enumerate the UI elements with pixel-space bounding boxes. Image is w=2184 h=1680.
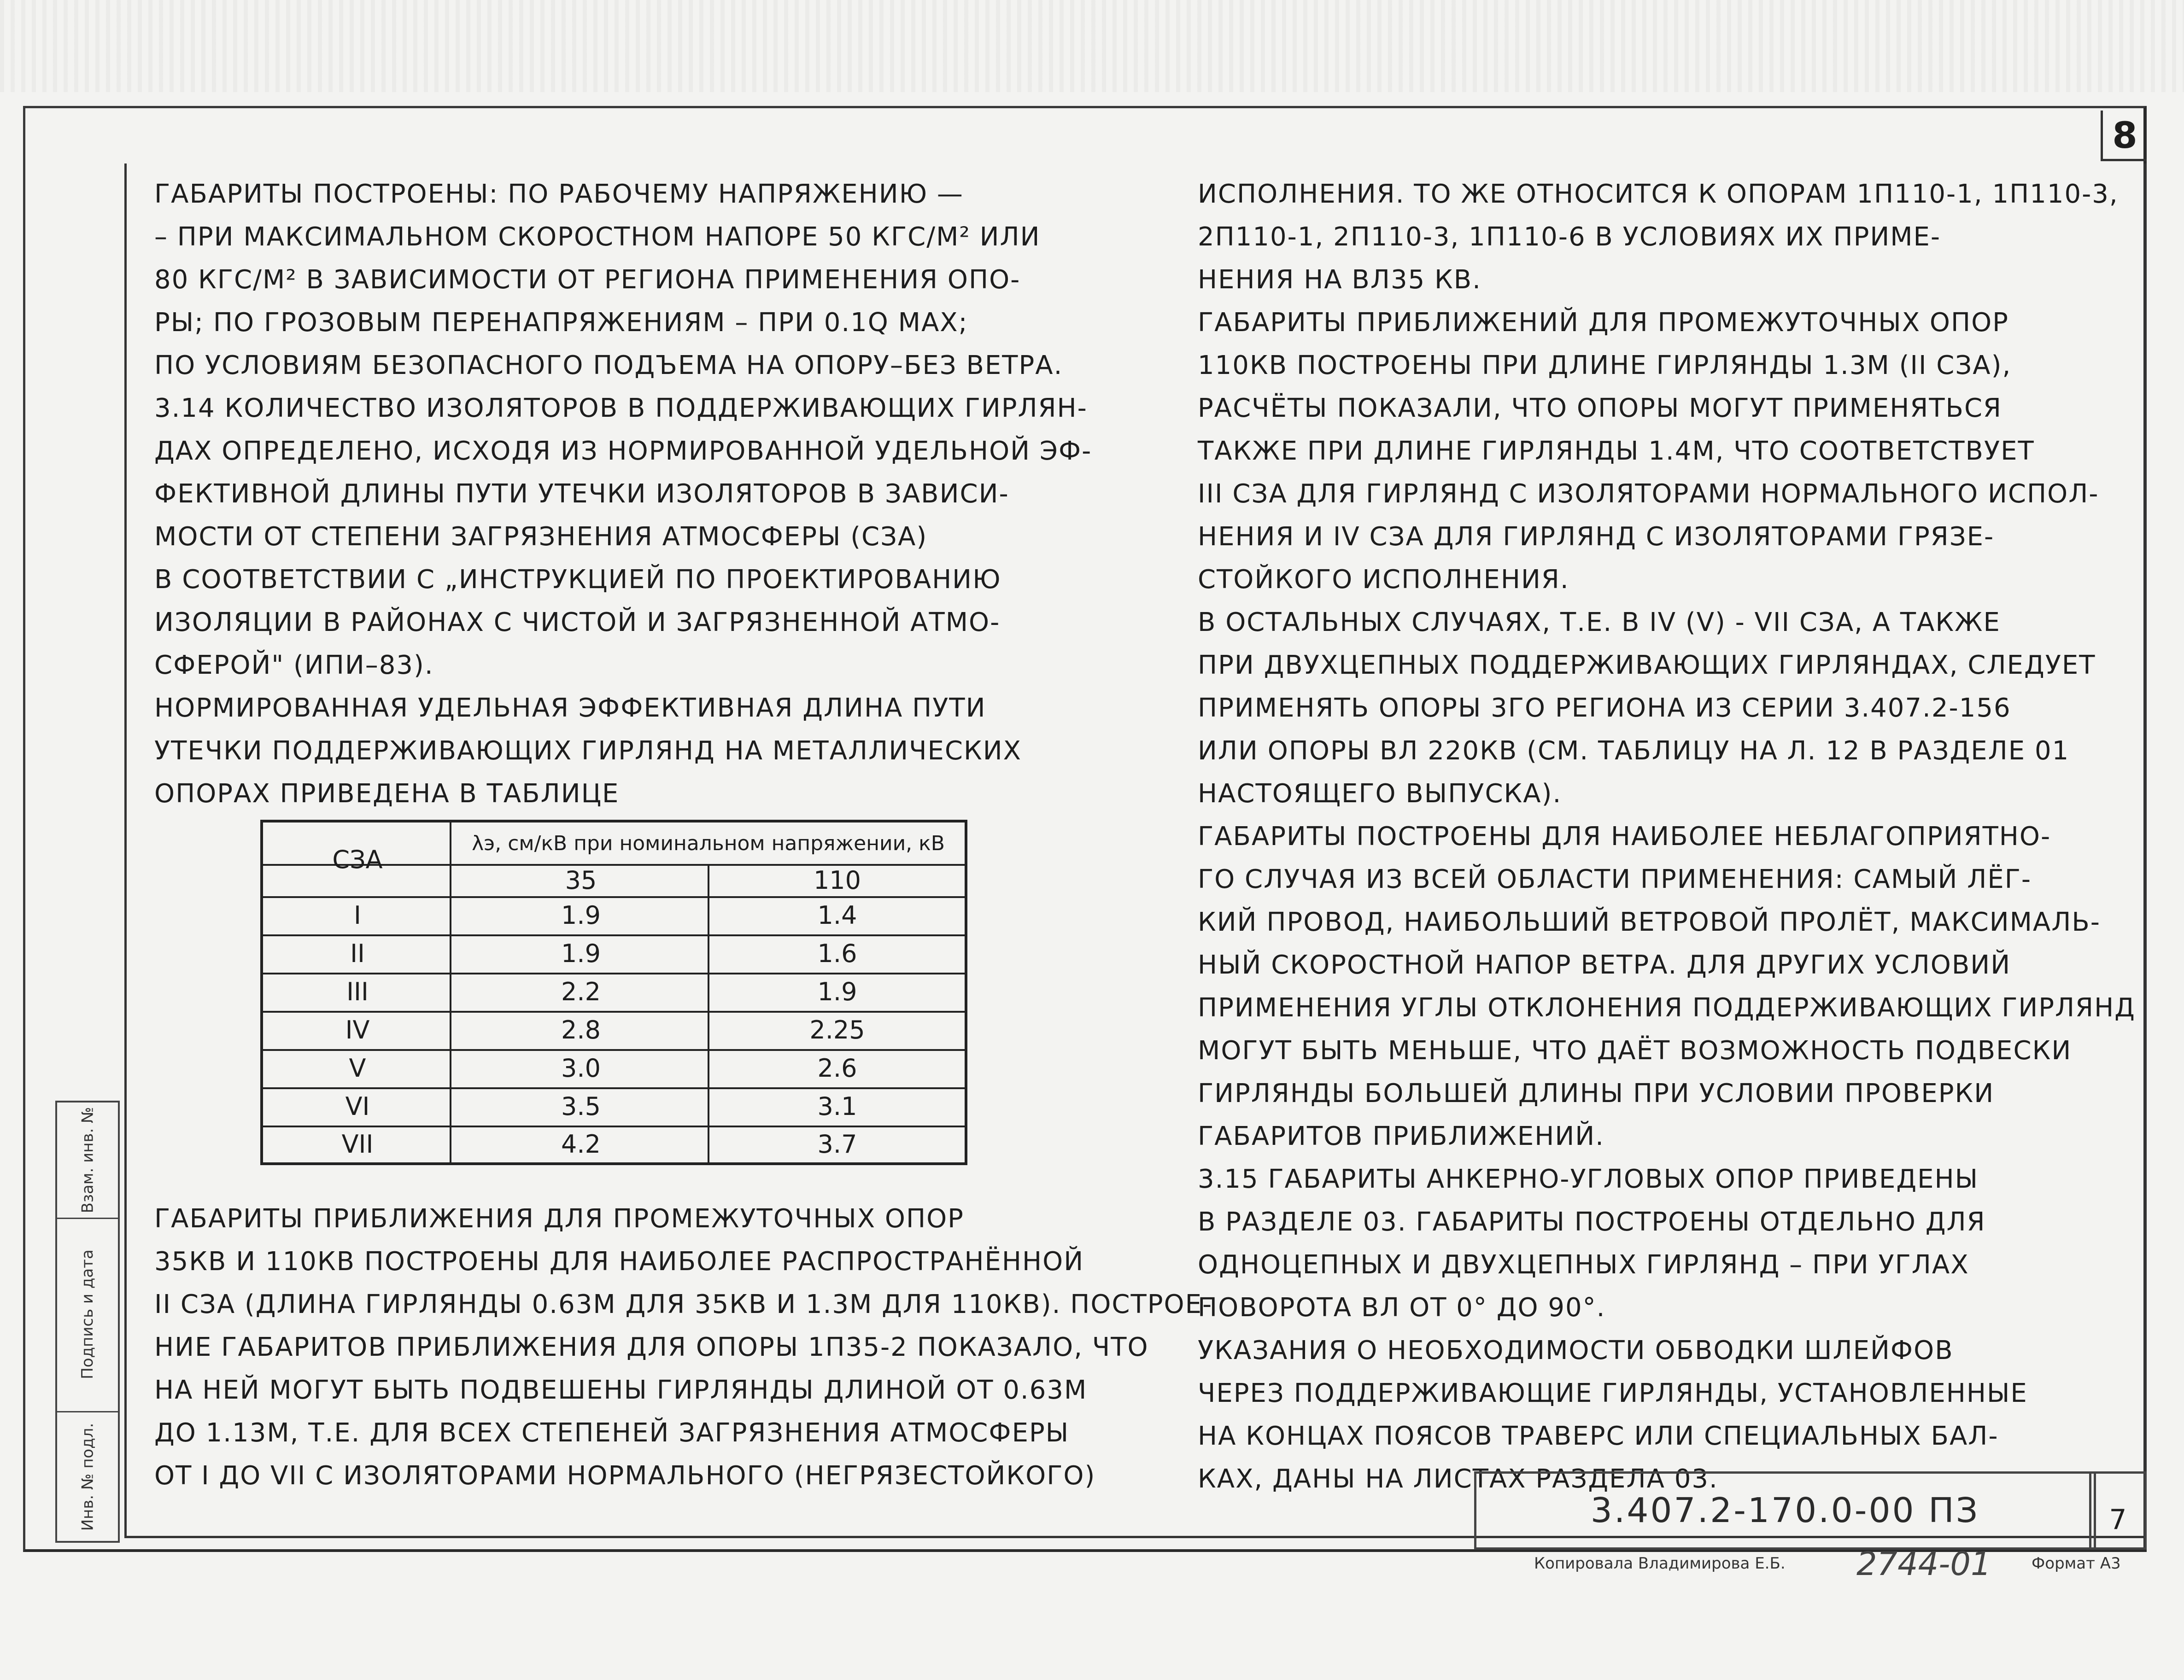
text-line: ОДНОЦЕПНЫХ И ДВУХЦЕПНЫХ ГИРЛЯНД – ПРИ УГЛАХ [1198,1250,1969,1280]
scan-noise [0,0,2184,92]
format-label: Формат А3 [2032,1554,2121,1573]
cell-110: 3.7 [817,1129,857,1159]
text-line: 2П110-1, 2П110-3, 1П110-6 В УСЛОВИЯХ ИХ ПРИМЕ- [1198,222,1941,252]
text-line: ИЛИ ОПОРЫ ВЛ 220КВ (СМ. ТАБЛИЦУ НА Л. 12 В РАЗДЕЛЕ 01 [1198,736,2070,766]
text-line: 3.15 ГАБАРИТЫ АНКЕРНО-УГЛОВЫХ ОПОР ПРИВЕДЕНЫ [1198,1164,1979,1194]
cell-35: 1.9 [561,901,601,930]
side-cell [57,1102,118,1219]
table-divider [450,822,451,1162]
table-header-main: λэ, см/кВ при номинальном напряжении, кВ [472,831,945,855]
text-line: 110КВ ПОСТРОЕНЫ ПРИ ДЛИНЕ ГИРЛЯНДЫ 1.3М (II СЗА), [1198,350,2012,380]
cell-35: 2.8 [561,1015,601,1044]
side-stamp [55,1101,120,1543]
text-line: НОРМИРОВАННАЯ УДЕЛЬНАЯ ЭФФЕКТИВНАЯ ДЛИНА ПУТИ [154,693,986,723]
text-line: 35КВ И 110КВ ПОСТРОЕНЫ ДЛЯ НАИБОЛЕЕ РАСПРОСТРАНЁННОЙ [154,1247,1084,1277]
text-line: МОГУТ БЫТЬ МЕНЬШЕ, ЧТО ДАЁТ ВОЗМОЖНОСТЬ ПОДВЕСКИ [1198,1036,2072,1066]
text-line: ОПОРАХ ПРИВЕДЕНА В ТАБЛИЦЕ [154,779,620,809]
cell-sza: IV [345,1015,370,1044]
text-line: ПО УСЛОВИЯМ БЕЗОПАСНОГО ПОДЪЕМА НА ОПОРУ–БЕЗ ВЕТРА. [154,350,1063,380]
text-line: ГАБАРИТЫ ПОСТРОЕНЫ: ПО РАБОЧЕМУ НАПРЯЖЕНИЮ — [154,179,964,209]
text-line: УТЕЧКИ ПОДДЕРЖИВАЮЩИХ ГИРЛЯНД НА МЕТАЛЛИЧЕСКИХ [154,736,1022,766]
cell-35: 4.2 [561,1129,601,1159]
text-line: ПРИМЕНЯТЬ ОПОРЫ 3ГО РЕГИОНА ИЗ СЕРИИ 3.407.2-156 [1198,693,2011,723]
left-column [154,173,1092,815]
copied-by: Копировала Владимирова Е.Б. [1534,1554,1786,1573]
text-line: ЧЕРЕЗ ПОДДЕРЖИВАЮЩИЕ ГИРЛЯНДЫ, УСТАНОВЛЕННЫЕ [1198,1378,2028,1408]
cell-sza: VI [345,1092,370,1121]
text-line: – ПРИ МАКСИМАЛЬНОМ СКОРОСТНОМ НАПОРЕ 50 КГС/М² ИЛИ [154,222,1041,252]
text-line: 3.14 КОЛИЧЕСТВО ИЗОЛЯТОРОВ В ПОДДЕРЖИВАЮЩИХ ГИРЛЯН- [154,393,1088,423]
text-line: ТАКЖЕ ПРИ ДЛИНЕ ГИРЛЯНДЫ 1.4М, ЧТО СООТВЕТСТВУЕТ [1198,436,2035,466]
text-line: КИЙ ПРОВОД, НАИБОЛЬШИЙ ВЕТРОВОЙ ПРОЛЁТ, МАКСИМАЛЬ- [1198,907,2101,937]
cell-sza: I [354,901,361,930]
text-line: УКАЗАНИЯ О НЕОБХОДИМОСТИ ОБВОДКИ ШЛЕЙФОВ [1198,1336,1954,1365]
table-header-35: 35 [565,865,597,895]
cell-110: 3.1 [817,1092,857,1121]
cell-35: 1.9 [561,939,601,968]
text-line: В РАЗДЕЛЕ 03. ГАБАРИТЫ ПОСТРОЕНЫ ОТДЕЛЬНО ДЛЯ [1198,1207,1986,1237]
signature-date-label: Подпись и дата [78,1249,97,1379]
cell-110: 2.25 [809,1015,865,1044]
table-row [263,1049,965,1089]
text-line: НЫЙ СКОРОСТНОЙ НАПОР ВЕТРА. ДЛЯ ДРУГИХ УСЛОВИЙ [1198,950,2011,980]
text-line: НАСТОЯЩЕГО ВЫПУСКА). [1198,779,1562,809]
table-row [263,1011,965,1051]
inv-original-label: Инв. № подл. [78,1423,97,1531]
text-line: ОТ I ДО VII С ИЗОЛЯТОРАМИ НОРМАЛЬНОГО (НЕГРЯЗЕСТОЙКОГО) [154,1461,1096,1491]
cell-110: 1.6 [817,939,857,968]
cell-110: 1.9 [817,977,857,1006]
text-line: ДО 1.13М, Т.Е. ДЛЯ ВСЕХ СТЕПЕНЕЙ ЗАГРЯЗНЕНИЯ АТМОСФЕРЫ [154,1418,1070,1448]
table-row [263,896,965,936]
left-column-bottom [154,1197,1213,1497]
text-line: ПРИ ДВУХЦЕПНЫХ ПОДДЕРЖИВАЮЩИХ ГИРЛЯНДАХ, СЛЕДУЕТ [1198,650,2096,680]
text-line: КАХ, ДАНЫ НА ЛИСТАХ РАЗДЕЛА 03. [1198,1464,1718,1494]
text-line: ФЕКТИВНОЙ ДЛИНЫ ПУТИ УТЕЧКИ ИЗОЛЯТОРОВ В ЗАВИСИ- [154,479,1009,509]
text-line: РАСЧЁТЫ ПОКАЗАЛИ, ЧТО ОПОРЫ МОГУТ ПРИМЕНЯТЬСЯ [1198,393,2002,423]
text-line: ИЗОЛЯЦИИ В РАЙОНАХ С ЧИСТОЙ И ЗАГРЯЗНЕННОЙ АТМО- [154,607,1001,637]
text-line: НА НЕЙ МОГУТ БЫТЬ ПОДВЕШЕНЫ ГИРЛЯНДЫ ДЛИНОЙ ОТ 0.63М [154,1375,1088,1405]
cell-sza: II [350,939,365,968]
cell-110: 2.6 [817,1054,857,1083]
text-line: III СЗА ДЛЯ ГИРЛЯНД С ИЗОЛЯТОРАМИ НОРМАЛЬНОГО ИСПОЛ- [1198,479,2099,509]
text-line: НЕНИЯ И IV СЗА ДЛЯ ГИРЛЯНД С ИЗОЛЯТОРАМИ ГРЯЗЕ- [1198,522,1995,552]
table-row [263,934,965,974]
replaces-inv-label: Взам. инв. № [78,1107,97,1213]
text-line: ГО СЛУЧАЯ ИЗ ВСЕЙ ОБЛАСТИ ПРИМЕНЕНИЯ: САМЫЙ ЛЁГ- [1198,864,2032,894]
text-line: ПОВОРОТА ВЛ ОТ 0° ДО 90°. [1198,1293,1606,1323]
text-line: ГАБАРИТЫ ПОСТРОЕНЫ ДЛЯ НАИБОЛЕЕ НЕБЛАГОПРИЯТНО- [1198,822,2051,852]
text-line: НЕНИЯ НА ВЛ35 КВ. [1198,265,1481,295]
side-cell [57,1411,118,1543]
text-line: В ОСТАЛЬНЫХ СЛУЧАЯХ, Т.Е. В IV (V) - VII СЗА, А ТАКЖЕ [1198,607,2001,637]
text-line: В СООТВЕТСТВИИ С „ИНСТРУКЦИЕЙ ПО ПРОЕКТИРОВАНИЮ [154,565,1001,595]
table-divider [708,864,709,1162]
cell-110: 1.4 [817,901,857,930]
cell-sza: VII [341,1129,374,1159]
cell-35: 2.2 [561,977,601,1006]
document-code: 3.407.2-170.0-00 ПЗ [1474,1471,2096,1550]
text-line: ИСПОЛНЕНИЯ. ТО ЖЕ ОТНОСИТСЯ К ОПОРАМ 1П110-1, 1П110-3, [1198,179,2119,209]
table-row [263,973,965,1013]
text-line: ГИРЛЯНДЫ БОЛЬШЕЙ ДЛИНЫ ПРИ УСЛОВИИ ПРОВЕРКИ [1198,1079,1995,1108]
table-row [263,1087,965,1127]
text-line: СФЕРОЙ" (ИПИ–83). [154,650,434,680]
sheet-number: 8 [2101,111,2147,161]
cell-sza: III [346,977,369,1006]
cell-35: 3.5 [561,1092,601,1121]
table-header-sza: СЗА [332,845,383,874]
text-line: НИЕ ГАБАРИТОВ ПРИБЛИЖЕНИЯ ДЛЯ ОПОРЫ 1П35-2 ПОКАЗАЛО, ЧТО [154,1332,1149,1362]
order-number: 2744-01 [1856,1545,1991,1583]
cell-35: 3.0 [561,1054,601,1083]
cell-sza: V [349,1054,366,1083]
text-line: РЫ; ПО ГРОЗОВЫМ ПЕРЕНАПРЯЖЕНИЯМ – ПРИ 0.1Q MAX; [154,308,968,338]
text-line: ГАБАРИТЫ ПРИБЛИЖЕНИЯ ДЛЯ ПРОМЕЖУТОЧНЫХ ОПОР [154,1204,964,1234]
text-line: СТОЙКОГО ИСПОЛНЕНИЯ. [1198,565,1569,595]
table-header-110: 110 [813,865,861,895]
side-cell [57,1218,118,1412]
text-line: 80 КГС/М² В ЗАВИСИМОСТИ ОТ РЕГИОНА ПРИМЕНЕНИЯ ОПО- [154,265,1021,295]
table-row [263,1126,965,1162]
text-line: ГАБАРИТЫ ПРИБЛИЖЕНИЙ ДЛЯ ПРОМЕЖУТОЧНЫХ ОПОР [1198,308,2009,338]
text-line: ПРИМЕНЕНИЯ УГЛЫ ОТКЛОНЕНИЯ ПОДДЕРЖИВАЮЩИХ ГИРЛЯНД [1198,993,2136,1023]
sheet-counter: 7 [2089,1471,2147,1550]
leakage-table [260,820,967,1165]
text-line: ДАХ ОПРЕДЕЛЕНО, ИСХОДЯ ИЗ НОРМИРОВАННОЙ УДЕЛЬНОЙ ЭФ- [154,436,1092,466]
text-line: II СЗА (ДЛИНА ГИРЛЯНДЫ 0.63М ДЛЯ 35КВ И 1.3М ДЛЯ 110КВ). ПОСТРОЕ- [154,1289,1213,1319]
text-line: МОСТИ ОТ СТЕПЕНИ ЗАГРЯЗНЕНИЯ АТМОСФЕРЫ (СЗА) [154,522,928,552]
text-line: ГАБАРИТОВ ПРИБЛИЖЕНИЙ. [1198,1121,1604,1151]
text-line: НА КОНЦАХ ПОЯСОВ ТРАВЕРС ИЛИ СПЕЦИАЛЬНЫХ БАЛ- [1198,1421,1999,1451]
right-column [1198,173,2136,1500]
